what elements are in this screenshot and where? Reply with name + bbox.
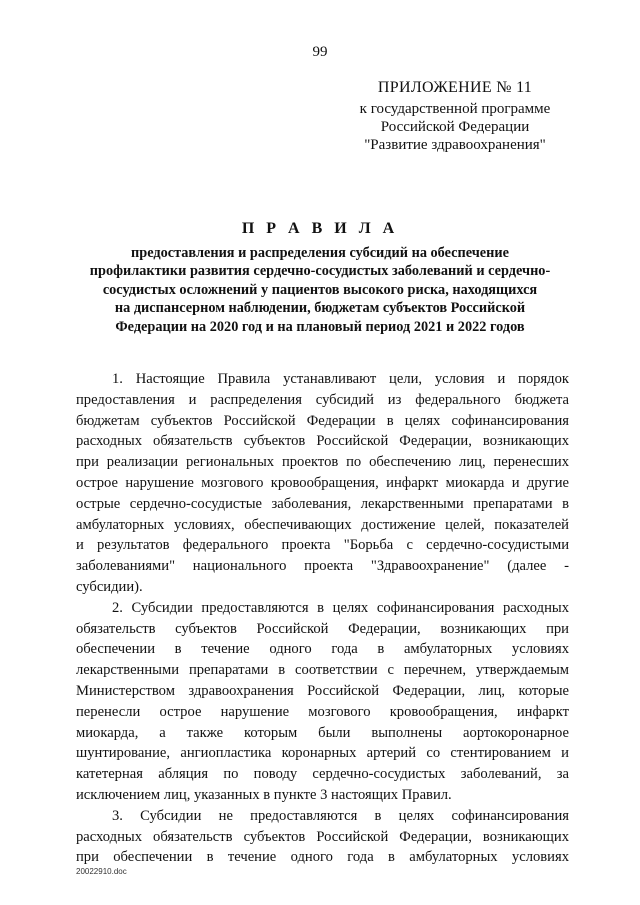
subtitle-line: Федерации на 2020 год и на плановый период 2021 и 2022 годов — [115, 318, 525, 335]
text-line: предоставления и распределения субсидий из федерального бюджета — [76, 391, 569, 408]
text-line: обеспечении в течение одного года в амбулаторных условиях — [76, 641, 569, 658]
text-line: расходных обязательств субъектов Российской Федерации, возникающих — [76, 828, 569, 845]
paragraph-1 — [76, 369, 569, 598]
text-line: перенесли острое нарушение мозгового кровообращения, инфаркт — [76, 703, 569, 720]
text-line: 1. Настоящие Правила устанавливают цели, условия и порядок — [112, 371, 569, 387]
text-line: заболеваниями" национального проекта "Здравоохранение" (далее - — [76, 558, 569, 575]
text-line: миокарда, а также которым были выполнены аортокоронарное — [76, 724, 569, 741]
text-line: субсидии). — [76, 578, 143, 595]
subtitle-line: предоставления и распределения субсидий на обеспечение — [131, 245, 509, 261]
subtitle-line: сосудистых осложнений у пациентов высокого риска, находящихся — [102, 281, 538, 298]
appendix-title: ПРИЛОЖЕНИЕ № 11 — [377, 79, 533, 96]
text-line: обязательств субъектов Российской Федерации, возникающих при — [76, 620, 569, 637]
paragraph-2 — [76, 598, 569, 806]
page-number: 99 — [312, 44, 328, 60]
footer-filename: 20022910.doc — [76, 867, 127, 876]
document-subtitle — [60, 244, 580, 336]
subtitle-line: профилактики развития сердечно-сосудистых заболеваний и сердечно- — [89, 263, 551, 280]
text-line: при реализации региональных проектов по обеспечению лиц, перенесших — [76, 454, 569, 471]
text-line: Министерством здравоохранения Российской Федерации, лиц, которые — [76, 682, 569, 699]
appendix-line: Российской Федерации — [380, 119, 530, 135]
text-line: бюджетам субъектов Российской Федерации в целях софинансирования — [76, 412, 569, 429]
text-line: при обеспечении в течение одного года в амбулаторных условиях — [76, 849, 569, 866]
document-title: П Р А В И Л А — [241, 220, 399, 237]
text-line: амбулаторных условиях, обеспечивающих достижение целей, показателей — [76, 516, 569, 533]
paragraph-3 — [76, 806, 569, 868]
appendix-line: "Развитие здравоохранения" — [364, 137, 546, 153]
text-line: 2. Субсидии предоставляются в целях софинансирования расходных — [112, 599, 569, 616]
text-line: острое нарушение мозгового кровообращения, инфаркт миокарда и другие — [76, 474, 569, 491]
text-line: лекарственными препаратами в соответствии с перечнем, утверждаемым — [76, 662, 569, 679]
text-line: острые сердечно-сосудистые заболевания, лекарственными препаратами в — [76, 495, 569, 512]
text-line: 3. Субсидии не предоставляются в целях софинансирования — [112, 807, 569, 824]
subtitle-line: на диспансерном наблюдении, бюджетам субъектов Российской — [114, 300, 526, 317]
text-line: исключением лиц, указанных в пункте 3 настоящих Правил. — [76, 786, 452, 803]
appendix-block — [340, 79, 570, 154]
text-line: и результатов федерального проекта "Борьба с сердечно-сосудистыми — [76, 537, 569, 554]
text-line: катетерная абляция по поводу сердечно-сосудистых заболеваний, за — [76, 766, 569, 783]
body-text — [76, 369, 569, 868]
text-line: шунтирование, ангиопластика коронарных артерий со стентированием и — [76, 745, 569, 762]
text-line: расходных обязательств субъектов Российской Федерации, возникающих — [76, 433, 569, 450]
appendix-line: к государственной программе — [359, 101, 551, 117]
